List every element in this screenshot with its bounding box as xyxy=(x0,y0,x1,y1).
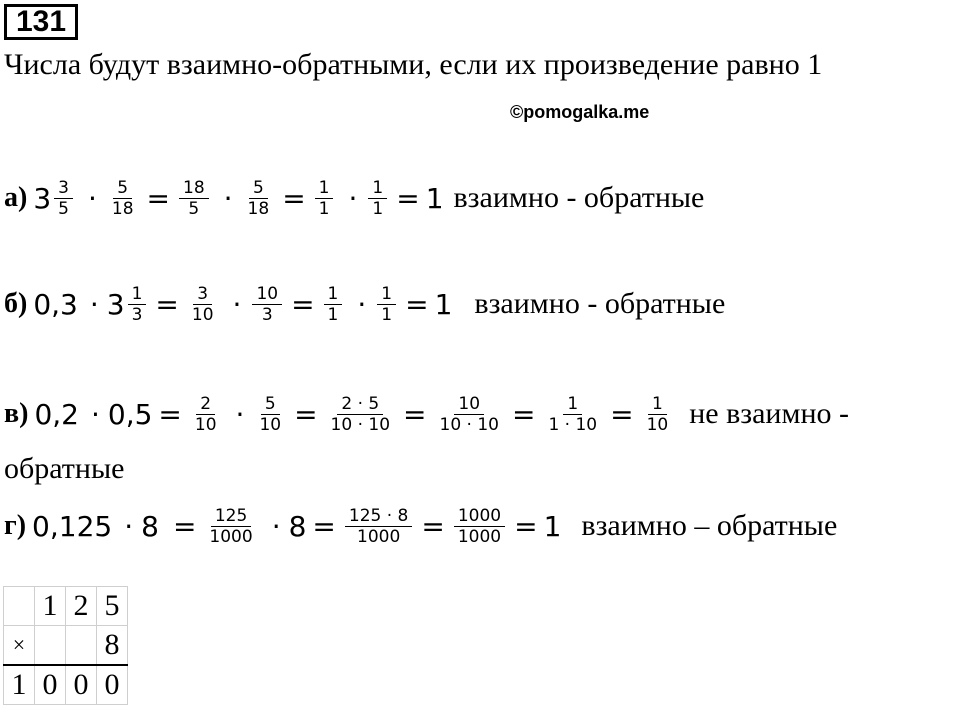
equals-sign: = xyxy=(511,397,536,431)
digit: 0 xyxy=(97,665,128,705)
solution-g xyxy=(4,496,837,556)
digit: 0 xyxy=(66,665,97,705)
digit: 2 xyxy=(66,587,97,626)
equals-sign: = xyxy=(421,509,445,543)
watermark: ©pomogalka.me xyxy=(510,102,650,122)
digit xyxy=(35,626,66,666)
multiply-sign: · xyxy=(232,287,242,321)
conclusion-text: взаимно - обратные xyxy=(474,287,726,320)
equals-sign: = xyxy=(146,181,170,215)
fraction: $\frac{10}{10 \cdot 10}$ xyxy=(439,393,499,435)
fraction: $\frac{1}{3}$ xyxy=(128,284,147,325)
equals-sign: = xyxy=(405,287,429,321)
decimal: 0,2 xyxy=(34,397,79,431)
multiply-sign: · xyxy=(271,509,281,543)
result: 1 xyxy=(434,287,453,321)
equals-sign: = xyxy=(282,181,306,215)
fraction: $\frac{3}{10}$ xyxy=(191,283,214,325)
fraction: $\frac{18}{5}$ xyxy=(179,178,209,219)
decimal: 0,5 xyxy=(107,397,153,431)
equals-sign: = xyxy=(158,397,182,431)
mixed-whole: 3 xyxy=(106,287,125,321)
multiply-sign: · xyxy=(90,397,100,431)
label-g: г) xyxy=(4,510,27,541)
digit: 0 xyxy=(35,665,66,705)
equals-sign: = xyxy=(610,397,634,431)
fraction: $\frac{1}{1}$ xyxy=(324,284,343,325)
equals-sign: = xyxy=(155,287,179,321)
fraction: $\frac{10}{3}$ xyxy=(252,284,282,325)
label-v: в) xyxy=(4,398,29,429)
task-number: 131 xyxy=(4,4,78,40)
conclusion-text: взаимно - обратные xyxy=(453,181,705,214)
result: 1 xyxy=(543,509,562,543)
fraction: $\frac{5}{18}$ xyxy=(111,177,134,219)
multiply-sign xyxy=(4,587,35,626)
fraction: $\frac{1}{1}$ xyxy=(377,284,396,325)
multiply-sign: × xyxy=(4,626,35,666)
solution-b xyxy=(4,274,725,334)
multiply-sign: · xyxy=(87,181,97,215)
equals-sign: = xyxy=(291,287,315,321)
fraction: $\frac{125 \cdot 8}{1000}$ xyxy=(345,506,412,547)
solution-a xyxy=(4,168,704,228)
fraction: $\frac{2}{10}$ xyxy=(194,393,217,435)
multiply-sign: · xyxy=(357,287,367,321)
equals-sign: = xyxy=(172,509,197,543)
fraction: $\frac{1}{1 \cdot 10}$ xyxy=(548,393,598,435)
fraction: $\frac{3}{5}$ xyxy=(54,178,73,219)
equals-sign: = xyxy=(294,397,318,431)
multiplier: 8 xyxy=(141,509,159,543)
digit xyxy=(66,626,97,666)
equals-sign: = xyxy=(514,509,538,543)
digit: 5 xyxy=(97,587,128,626)
conclusion-text-continued: обратные xyxy=(4,452,125,485)
decimal: 0,125 xyxy=(32,509,113,543)
equals-sign: = xyxy=(312,509,336,543)
fraction: $\frac{1}{10}$ xyxy=(646,393,669,435)
conclusion-text: взаимно – обратные xyxy=(581,509,838,542)
multiply-sign: · xyxy=(223,181,233,215)
label-a: а) xyxy=(4,182,28,213)
fraction: $\frac{1}{1}$ xyxy=(315,178,334,219)
fraction: $\frac{125}{1000}$ xyxy=(209,505,253,547)
multiplier: 8 xyxy=(288,509,307,543)
digit: 1 xyxy=(4,665,35,705)
multiply-sign: · xyxy=(124,509,134,543)
multiply-sign: · xyxy=(235,397,245,431)
equals-sign: = xyxy=(403,397,427,431)
fraction: $\frac{1}{1}$ xyxy=(368,178,387,219)
digit: 8 xyxy=(97,626,128,666)
fraction: $\frac{5}{18}$ xyxy=(247,177,270,219)
column-multiplication xyxy=(3,586,128,705)
fraction: $\frac{2 \cdot 5}{10 \cdot 10}$ xyxy=(330,393,391,435)
multiply-sign: · xyxy=(348,181,358,215)
label-b: б) xyxy=(4,288,28,319)
equals-sign: = xyxy=(396,181,420,215)
conclusion-text: не взаимно - xyxy=(689,397,850,430)
mixed-whole: 3 xyxy=(33,181,52,215)
decimal: 0,3 xyxy=(33,287,78,321)
intro-text: Числа будут взаимно-обратными, если их произведение равно 1 xyxy=(4,48,823,81)
result: 1 xyxy=(425,181,444,215)
fraction: $\frac{5}{10}$ xyxy=(259,393,282,435)
digit: 1 xyxy=(35,587,66,626)
fraction: $\frac{1000}{1000}$ xyxy=(454,506,505,547)
multiply-sign: · xyxy=(89,287,99,321)
solution-v xyxy=(4,384,849,444)
